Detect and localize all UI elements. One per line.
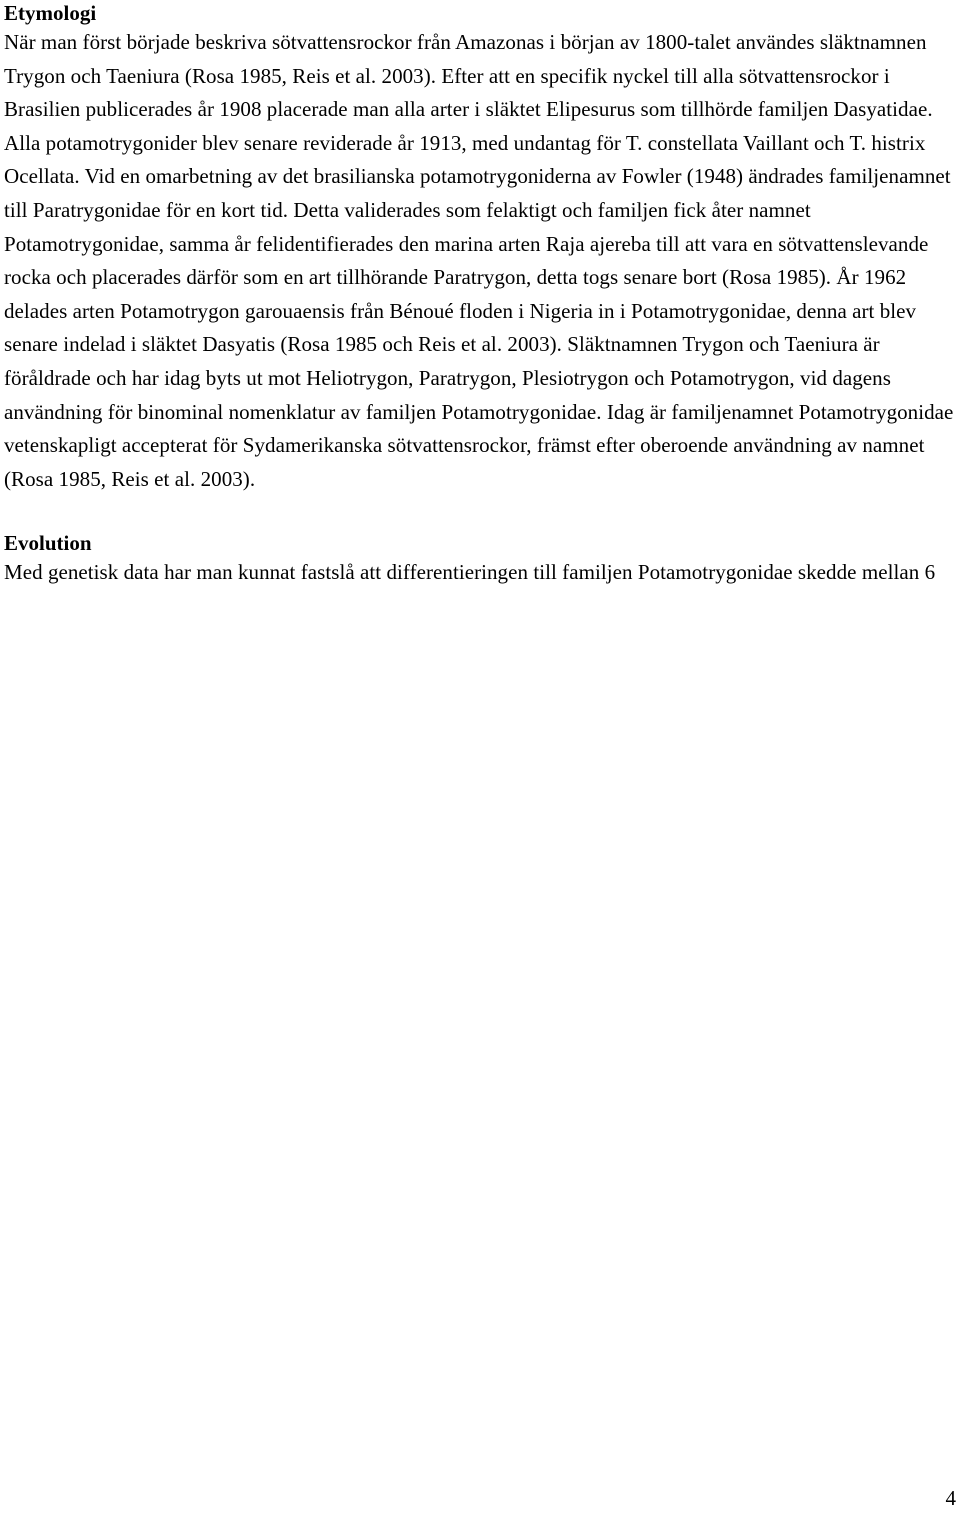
section-spacer [4,496,956,530]
document-page [4,0,956,590]
page-number: 4 [945,1486,956,1510]
section-paragraph-evolution: Med genetisk data har man kunnat fastslå att differentieringen till familjen Potamotrygonidae skedde mellan 6 [4,560,936,585]
section-heading-evolution: Evolution [4,531,92,556]
section-heading-etymologi: Etymologi [4,1,97,25]
section-paragraph-etymologi: När man först började beskriva sötvattensrockor från Amazonas i början av 1800-talet användes släktnamnen Trygon och Taeniura (Rosa 1985, Reis et al. 2003). Efter att en specifik nyckel till alla sötvattensrockor i Brasilien publicerades år 1908 placerade man alla arter i släktet Elipesurus som tillhörde familjen Dasyatidae. Alla potamotrygonider blev senare reviderade år 1913, med undantag för T. constellata Vaillant och T. histrix Ocellata. Vid en omarbetning av det brasilianska potamotrygoniderna av Fowler (1948) ändrades familjenamnet till Paratrygonidae för en kort tid. Detta validerades som felaktigt och familjen fick åter namnet Potamotrygonidae, samma år felidentifierades den marina arten Raja ajereba till att vara en sötvattenslevande rocka och placerades därför som en art tillhörande Paratrygon, detta togs senare bort (Rosa 1985). År 1962 delades arten Potamotrygon garouaensis från Bénoué floden i Nigeria in i Potamotrygonidae, denna art blev senare indelad i släktet Dasyatis (Rosa 1985 och Reis et al. 2003). Släktnamnen Trygon och Taeniura är föråldrade och har idag byts ut mot Heliotrygon, Paratrygon, Plesiotrygon och Potamotrygon, vid dagens användning för binominal nomenklatur av familjen Potamotrygonidae. Idag är familjenamnet Potamotrygonidae vetenskapligt accepterat för Sydamerikanska sötvattensrockor, främst efter oberoende användning av namnet (Rosa 1985, Reis et al. 2003). [4,30,954,491]
